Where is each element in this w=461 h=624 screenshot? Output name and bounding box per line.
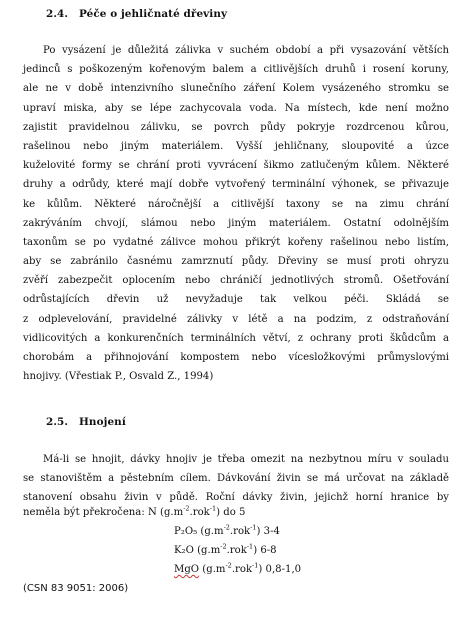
- text-line: se stanovištěm a pěstebním cílem. Dávkování živin se má určovat na základě: [23, 473, 449, 485]
- section-title: Hnojení: [79, 416, 126, 428]
- formula-intro: neměla být překročena:: [23, 507, 145, 518]
- formula-row-nitrogen: [23, 504, 246, 518]
- text-line: zajistit pravidelnou zálivku, se povrch půdy pokryje rozdrcenou kůrou,: [23, 121, 449, 133]
- text-line: Po vysázení je důležitá zálivka v suchém období a při vysazování větších: [43, 45, 449, 56]
- formula-label: K₂O: [174, 545, 194, 556]
- paragraph-care: [23, 41, 449, 386]
- formula-label: N: [147, 507, 157, 518]
- text-line: kuželovité formy se chrání proti vyvrácení šikmo zatlučeným kůlem. Některé: [23, 160, 449, 172]
- text-line: druhy a odrůdy, které mají dobře vytvořený terminální výhonek, se přivazuje: [23, 179, 449, 191]
- formula-unit: $(g.m^{-2}.rok^{-1})$ 6-8: [197, 542, 277, 556]
- text-line: taxonům se po vydatné zálivce mohou přikrýt kořeny rašelinou nebo listím,: [23, 236, 449, 248]
- text-line: zvěří zabezpečit oplocením nebo chráničí jednotlivých stromů. Ošetřování: [23, 275, 449, 287]
- text-line: chorobám a přihnojování kompostem nebo vícesložkovými průmyslovými: [23, 352, 449, 363]
- text-line: stanovení obsahu živin v půdě. Roční dávky živin, jejichž horní hranice by: [23, 492, 449, 504]
- formula-unit: $(g.m^{-2}.rok^{-1})$ 3-4: [200, 523, 280, 537]
- section-number: 2.4.: [46, 8, 69, 20]
- source-citation: (CSN 83 9051: 2006): [23, 583, 129, 594]
- text-line: aby se zabránilo časnému zamrznutí půdy. Dřeviny se musí proti ohryzu: [23, 256, 449, 268]
- formula-row-phosphorus: [174, 523, 280, 537]
- section-heading-care: [46, 8, 227, 20]
- text-line: vidlicovitých a konkurenčních terminálních větví, z ochrany proti škůdcům a: [23, 332, 449, 344]
- formula-label: P₂O₅: [174, 526, 198, 537]
- text-line: rašelinou nebo jiným materiálem. Vyšší jehličnany, sloupovité a úzce: [23, 140, 449, 152]
- paragraph-fertilizing: [23, 450, 449, 508]
- text-line: ale ne v době intenzivního slunečního záření Kolem vysázeného stromku se: [23, 83, 449, 95]
- section-heading-fertilizing: [46, 416, 126, 428]
- formula-row-magnesium: [174, 561, 302, 575]
- formula-unit: $(g.m^{-2}.rok^{-1})$ do 5: [160, 504, 246, 518]
- formula-label: MgO: [174, 564, 200, 575]
- text-line: ke kůlům. Některé náročnější a citlivější taxony se na zimu chrání: [23, 198, 449, 210]
- text-line: hnojivy. (Vřestiak P., Osvald Z., 1994): [23, 371, 214, 383]
- text-line: Má-li se hnojit, dávky hnojiv je třeba omezit na nezbytnou míru v souladu: [43, 454, 449, 465]
- formula-unit: $(g.m^{-2}.rok^{-1})$ 0,8-1,0: [202, 561, 302, 575]
- section-title: Péče o jehličnaté dřeviny: [79, 8, 228, 20]
- formula-row-potassium: [174, 542, 277, 556]
- section-number: 2.5.: [46, 416, 69, 428]
- text-line: zakrýváním chvojí, slámou nebo jiným materiálem. Ostatní odolnějším: [23, 217, 449, 229]
- text-line: upraví miska, aby se lépe zachycovala voda. Na místech, kde není možno: [23, 102, 449, 114]
- text-line: odrůstajících dřevin už nevyžaduje tak velkou péči. Skládá se: [23, 294, 449, 306]
- text-line: jedinců s poškozeným kořenovým balem a citlivějších druhů i rosení koruny,: [23, 64, 449, 76]
- text-line: z odplevelování, pravidelné zálivky v létě a na podzim, z odstraňování: [23, 313, 449, 325]
